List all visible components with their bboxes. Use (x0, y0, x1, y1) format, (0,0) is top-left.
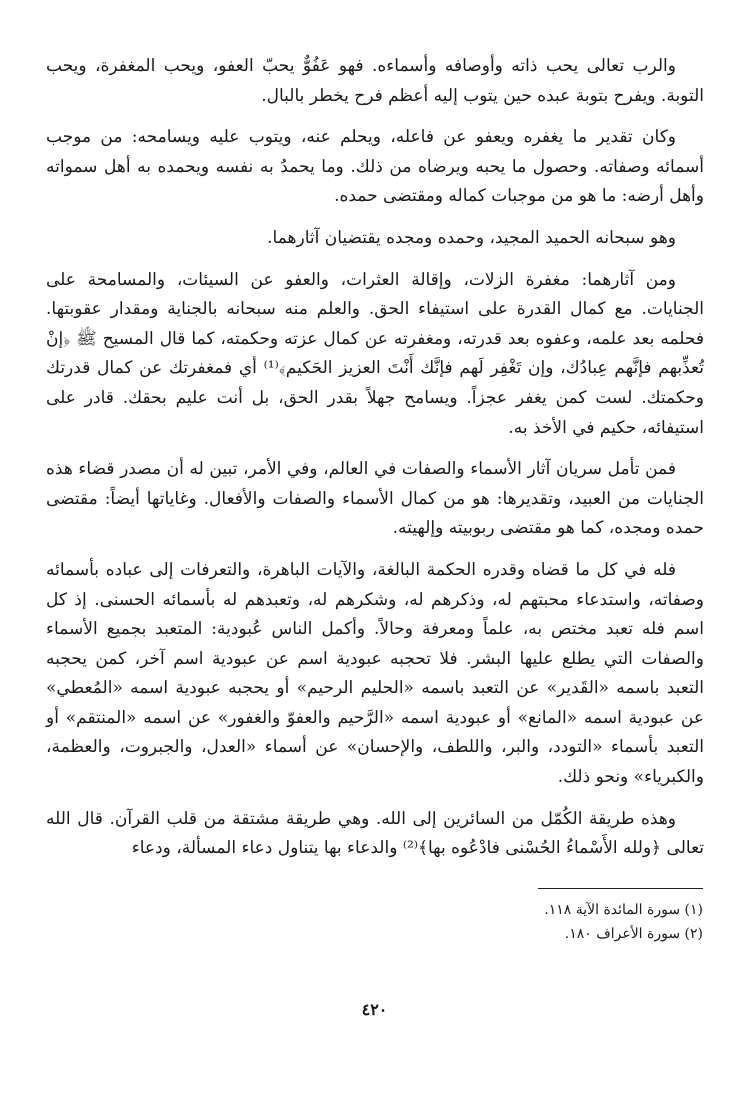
footnotes (303, 898, 703, 946)
paragraph-5: فمن تأمل سريان آثار الأسماء والصفات في العالم، وفي الأمر، تبين له أن مصدر قضاء هذه الجنايات من العبيد، وتقديرها: هو من كمال الأسماء والصفات والأفعال. وغاياتها أيضاً: مقتضى حمده ومجده، كما هو مقتضى ربوبيته وإلهيته. (46, 459, 704, 539)
paragraph-2: وكان تقدير ما يغفره ويعفو عن فاعله، ويحلم عنه، ويتوب عليه ويسامحه: من موجب أسمائه وصفاته. وحصول ما يحبه ويرضاه من ذلك. وما يحمدُ به نفسه ويحمده به أهل سمواته وأهل أرضه: ما هو من موجبات كماله ومقتضى حمده. (46, 127, 704, 207)
page-number: ٤٢٠ (361, 1000, 388, 1019)
footnote-2: (٢) سورة الأعراف ١٨٠. (564, 926, 703, 942)
footnote-separator (538, 888, 703, 889)
paragraph-6: فله في كل ما قضاه وقدره الحكمة البالغة، والآيات الباهرة، والتعرفات إلى عباده بأسمائه وصفاته، واستدعاء محبتهم له، وذكرهم له، وشكرهم له، وتعبدهم له بأسمائه الحسنى. إذ كل اسم فله تعبد مختص به، علماً ومعرفة وحالاً. وأكمل الناس عُبودية: المتعبد بجميع الأسماء والصفات التي يطلع عليها البشر. فلا تحجبه عبودية اسم عن عبودية اسم آخر، كمن يحجبه التعبد باسمه «القَدير» عن التعبد باسمه «الحليم الرحيم» أو يحجبه عبودية اسمه «المُعطي» عن عبودية اسمه «المانع» أو عبودية اسمه «الرَّحيم والعفوّ والغفور» عن اسمه «المنتقم» أو التعبد بأسماء «التودد، والبر، واللطف، والإحسان» عن أسماء «العدل، والجبروت، والعظمة، والكبرياء» ونحو ذلك. (46, 559, 704, 788)
page-body (46, 52, 704, 876)
paragraph-7: وهذه طريقة الكُمّل من السائرين إلى الله. وهي طريقة مشتقة من قلب القرآن. قال الله تعالى ﴿ولله الأَسْماءُ الحُسْنى فادْعُوه بها﴾⁽²⁾ والدعاء بها يتناول دعاء المسألة، ودعاء (46, 808, 704, 859)
paragraph-3: وهو سبحانه الحميد المجيد، وحمده ومجده يقتضيان آثارهما. (267, 227, 676, 248)
paragraph-1: والرب تعالى يحب ذاته وأوصافه وأسماءه. فهو عَفُوٌّ يحبّ العفو، ويحب المغفرة، ويحب التوبة. ويفرح بتوبة عبده حين يتوب إليه أعظم فرح يخطر بالبال. (46, 56, 704, 106)
paragraph-4: ومن آثارهما: مغفرة الزلات، وإقالة العثرات، والعفو عن السيئات، والمسامحة على الجنايات. مع كمال القدرة على استيفاء الحق. والعلم منه سبحانه بالجناية ومقدار عقوبتها. فحلمه بعد علمه، وعفوه بعد قدرته، ومغفرته عن كمال عزته وحكمته، كما قال المسيح ﷺ ﴿إنْ تُعذِّبهم فإنَّهم عِبادُك، وإن تَغْفِر لَهم فإنَّك أَنْتَ العزيز الحَكيم﴾⁽¹⁾ أي فمغفرتك عن كمال قدرتك وحكمتك. لست كمن يغفر عجزاً. ويسامح جهلاً بقدر الحق، بل أنت عليم بحقك. قادر على استيفائه، حكيم في الأخذ به. (46, 269, 704, 438)
footnote-1: (١) سورة المائدة الآية ١١٨. (544, 902, 703, 918)
